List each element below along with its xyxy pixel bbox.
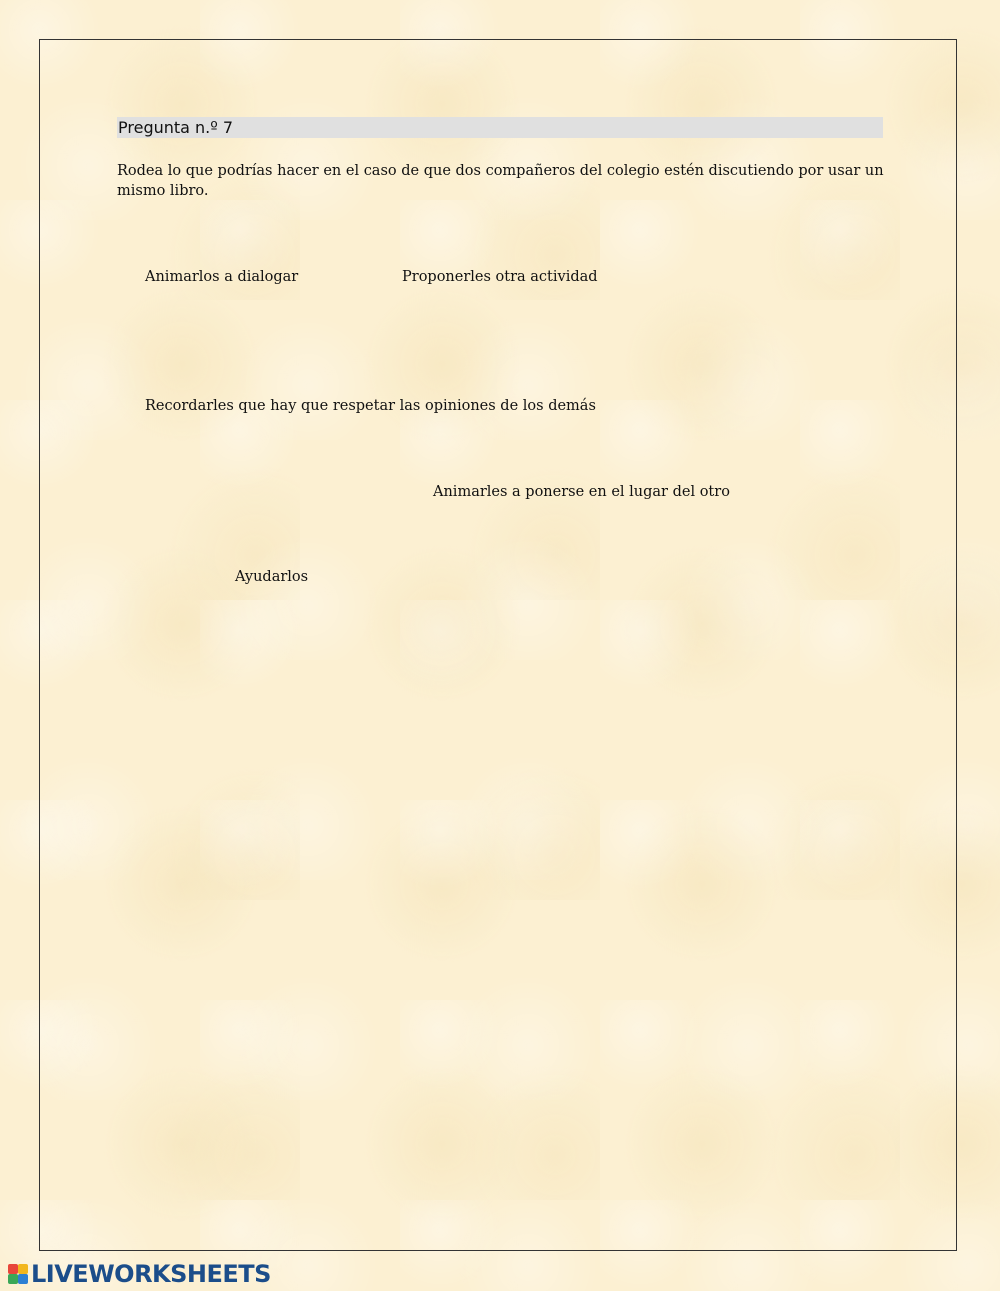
logo-square-green [8, 1274, 18, 1284]
question-header: Pregunta n.º 7 [117, 117, 883, 138]
logo-square-red [8, 1264, 18, 1274]
option-animarles-ponerse-en-lugar-del-otro[interactable]: Animarles a ponerse en el lugar del otro [433, 484, 730, 500]
option-recordarles-respetar-opiniones[interactable]: Recordarles que hay que respetar las opiniones de los demás [145, 398, 596, 414]
option-animarlos-a-dialogar[interactable]: Animarlos a dialogar [145, 269, 299, 285]
option-ayudarlos[interactable]: Ayudarlos [235, 569, 309, 585]
logo-text: LIVEWORKSHEETS [31, 1260, 271, 1288]
question-prompt: Rodea lo que podrías hacer en el caso de que dos compañeros del colegio estén discutiendo por usar un mismo libro. [117, 163, 884, 199]
worksheet-frame [39, 39, 957, 1251]
liveworksheets-logo [8, 1261, 271, 1287]
logo-square-blue [18, 1274, 28, 1284]
logo-squares-icon [8, 1264, 28, 1284]
option-proponerles-otra-actividad[interactable]: Proponerles otra actividad [402, 269, 598, 285]
logo-square-yellow [18, 1264, 28, 1274]
